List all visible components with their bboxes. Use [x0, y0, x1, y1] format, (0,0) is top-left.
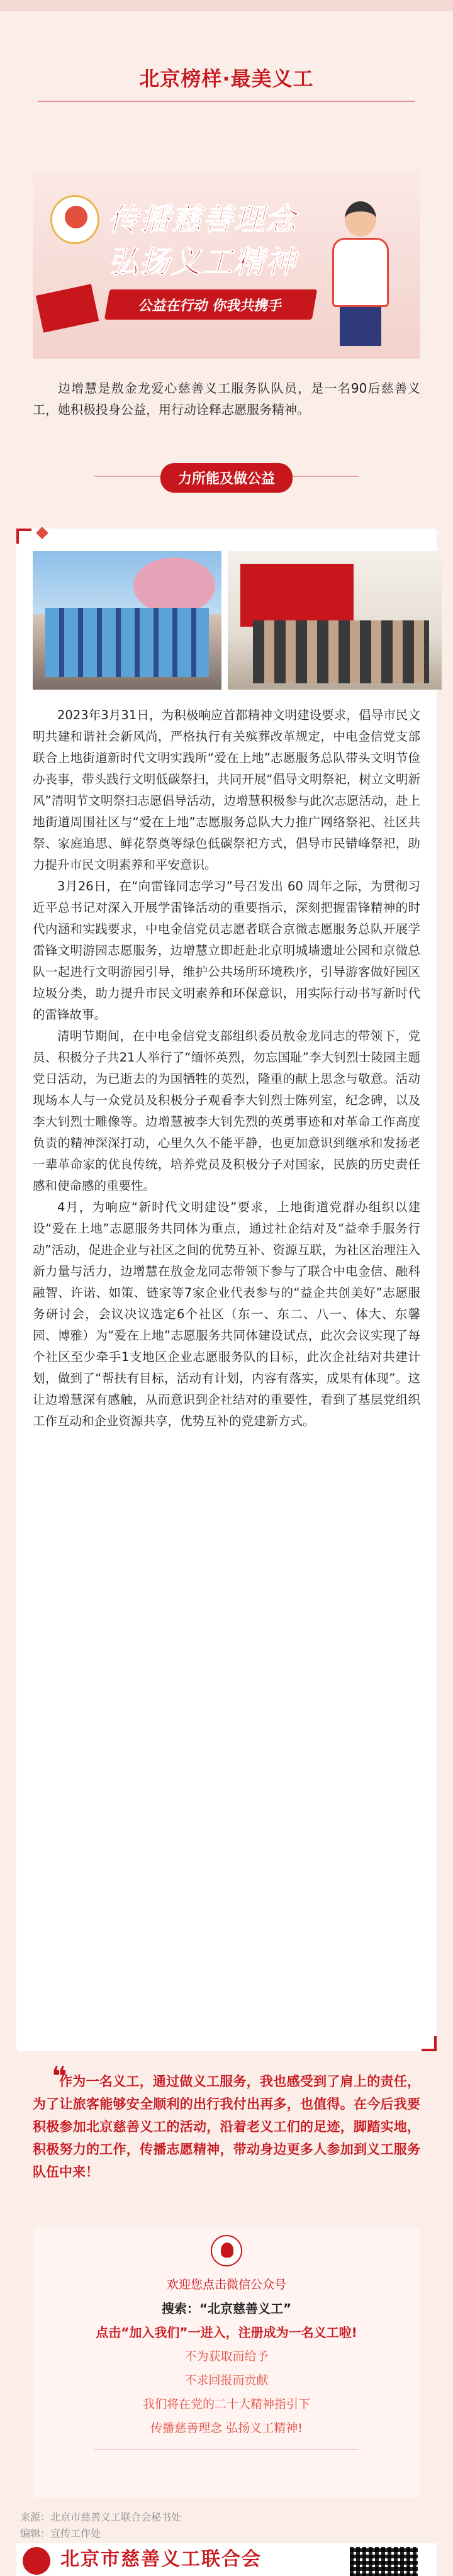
source-info: [20, 2509, 181, 2542]
section-header: [0, 463, 453, 493]
banner-ribbon: 公益在行动 你我共携手: [104, 289, 317, 320]
volunteer-illustration: [326, 201, 395, 346]
cta-no-reward: 不为获取而给予: [184, 2349, 269, 2363]
cta-divider: [94, 2449, 359, 2450]
top-strip: [0, 0, 453, 11]
cta-join: 点击“加入我们”一进入，注册成为一名义工啦!: [96, 2325, 357, 2340]
volunteer-quote: ❝ 作为一名义工，通过做义工服务，我也感受到了肩上的责任，为了让旅客能够安全顺利的出行我付出再多，也值得。在今后我要积极参加北京慈善义工的活动，沿着老义工们的足迹，脚踏实地，积极努力的工作，传播志愿精神，带动身边更多人参加到义工服务队伍中来！: [33, 2070, 420, 2183]
section-label: 力所能及做公益: [160, 463, 293, 493]
banner-slogan-line2: 弘扬义工精神: [108, 245, 298, 280]
qr-code-icon[interactable]: [346, 2543, 422, 2576]
body-paragraph-2: 3月26日，在“向雷锋同志学习”号召发出 60 周年之际，为贯彻习近平总书记对深入开展学雷锋活动的重要指示，深刻把握雷锋精神的时代内涵和实践要求，中电金信党员志愿者联合京微志愿服务总队开展学雷锋文明游园志愿服务，边增慧立即赶赴北京明城墙遗址公园和京微总队一起进行文明游园引导，维护公共场所环境秩序，引导游客做好园区垃圾分类，助力提升市民文明素养和环保意识，用实际行动书写新时代的雷锋故事。: [33, 879, 420, 1022]
quote-mark-icon: ❝: [52, 2061, 67, 2092]
banner-slogan-line1: 传播慈善理念: [108, 202, 298, 237]
diamond-icon: [36, 527, 48, 539]
follow-call-to-action: [33, 2227, 420, 2498]
header: [0, 11, 453, 92]
title-underline: [38, 101, 415, 102]
footer-banner: [16, 2543, 437, 2576]
cta-search: 搜索：“北京慈善义工”: [161, 2301, 292, 2316]
intro-paragraph: 边增慧是敖金龙爱心慈善义工服务队队员，是一名90后慈善义工，她积极投身公益，用行动诠释志愿服务精神。: [33, 381, 420, 417]
body-paragraph-4: 4月，为响应“新时代文明建设”要求，上地街道党群办组织以建设“爱在上地”志愿服务共同体为重点，通过社企结对及“益牵手服务行动”活动，促进企业与社区之间的优势互补、资源互联，为社区治理注入新力量与活力，边增慧在敖金龙同志带领下参与了联合中电金信、融科融智、许诺、如策、链家等7家企业代表参与的“益企共创美好”志愿服务研讨会，会议决议选定6个社区（东一、东二、八一、体大、东馨园、博雅）为“爱在上地”志愿服务共同体建设试点，此次会议实现了每个社区至少牵手1支地区企业志愿服务队的目标，此次企社结对共建计划，做到了“帮扶有目标，活动有计划，内容有落实，成果有体现”。这让边增慧深有感触，从而意识到企社结对的重要性，看到了基层党组织工作互动和企业资源共享，优势互补的党建新方式。: [33, 1200, 420, 1428]
charity-logo-icon: [50, 195, 99, 244]
hero-banner: [33, 170, 420, 359]
article-body: [33, 705, 420, 1432]
cta-guide: 我们将在党的二十大精神指引下: [142, 2397, 310, 2411]
cta-welcome: 欢迎您点击微信公众号: [166, 2278, 286, 2292]
source-from: 来源：北京市慈善义工联合会秘书处: [20, 2511, 182, 2523]
content-card: [16, 529, 437, 2051]
cta-spread: 传播慈善理念 弘扬义工精神!: [150, 2421, 303, 2435]
event-photo-2: [228, 551, 442, 690]
corner-bracket-icon: [16, 529, 31, 544]
footer-org-name: 北京市慈善义工联合会: [60, 2548, 262, 2570]
photo-row: [33, 551, 442, 690]
corner-bracket-icon: [422, 2036, 437, 2051]
body-paragraph-1: 2023年3月31日，为积极响应首都精神文明建设要求，倡导市民文明共建和谐社会新风尚，严格执行有关殡葬改革规定，中电金信党支部联合上地街道新时代文明实践所“爱在上地”志愿服务总队带头文明节俭办丧事，带头践行文明低碳祭扫，共同开展“倡导文明祭祀，树立文明新风”清明节文明祭扫志愿倡导活动，边增慧积极参与此次志愿活动，赴上地街道周围社区与“爱在上地”志愿服务总队大力推广网络祭祀、社区共祭、家庭追思、鲜花祭奠等绿色低碳祭祀方式，倡导市民错峰祭祀，助力提升市民文明素养和平安意识。: [33, 708, 420, 872]
mascot-icon: [211, 2235, 242, 2266]
source-editor: 编辑：宣传工作处: [20, 2528, 101, 2540]
page-title: 北京榜样·最美义工: [139, 67, 314, 91]
org-seal-icon: [23, 2547, 50, 2575]
event-photo-1: [33, 551, 221, 690]
body-paragraph-3: 清明节期间，在中电金信党支部组织委员敖金龙同志的带领下，党员、积极分子共21人举行了“缅怀英烈，勿忘国耻”李大钊烈士陵园主题党日活动，为已逝去的为国牺牲的英烈，隆重的献上思念与敬意。活动现场本人与一众党员及积极分子观看李大钊烈士陈列室，纪念碑，以及李大钊烈士雕像等。边增慧被李大钊先烈的英勇事迹和对革命工作高度负责的精神深深打动，心里久久不能平静，也更加意识到继承和发扬老一辈革命家的优良传统，培养党员及积极分子对国家，民族的历史责任感和使命感的重要性。: [33, 1029, 420, 1193]
cta-no-return: 不求回报而贡献: [184, 2373, 269, 2387]
